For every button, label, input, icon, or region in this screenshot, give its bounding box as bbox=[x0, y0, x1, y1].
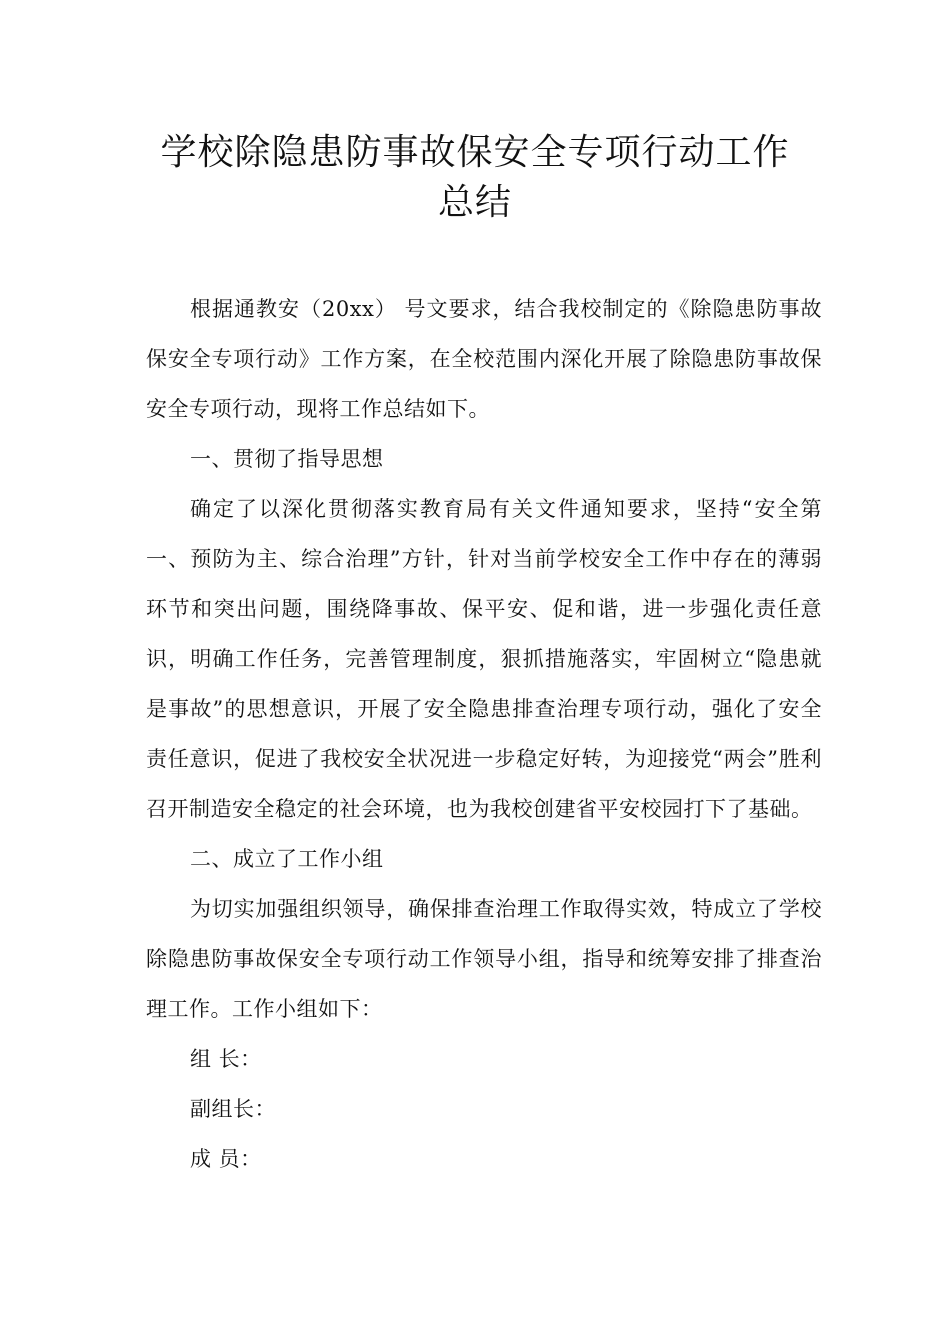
group-leader-line: 组 长： bbox=[190, 1047, 262, 1071]
guiding-ideology-paragraph: 确定了以深化贯彻落实教育局有关文件通知要求，坚持“安全第一、预防为主、综合治理”方针，针对当前学校安全工作中存在的薄弱环节和突出问题，围绕降事故、保平安、促和谐，进一步强化责任意识，明确工作任务，完善管理制度，狠抓措施落实，牢固树立“隐患就是事故”的思想意识，开展了安全隐患排查治理专项行动，强化了安全责任意识，促进了我校安全状况进一步稳定好转，为迎接党“两会”胜利召开制造安全稳定的社会环境，也为我校创建省平安校园打下了基础。 bbox=[146, 497, 822, 821]
title-line-2: 总结 bbox=[437, 182, 512, 223]
section-heading-guiding-ideology: 一、贯彻了指导思想 bbox=[190, 447, 384, 471]
document-body bbox=[146, 284, 822, 1184]
members-line: 成 员： bbox=[190, 1147, 262, 1171]
intro-paragraph: 根据通教安（20xx） 号文要求，结合我校制定的《除隐患防事故保安全专项行动》工作方案，在全校范围内深化开展了除隐患防事故保安全专项行动，现将工作总结如下。 bbox=[146, 297, 822, 421]
working-group-paragraph: 为切实加强组织领导，确保排查治理工作取得实效，特成立了学校除隐患防事故保安全专项行动工作领导小组，指导和统筹安排了排查治理工作。工作小组如下： bbox=[146, 897, 822, 1021]
document-title bbox=[100, 128, 850, 228]
deputy-leader-line: 副组长： bbox=[190, 1097, 276, 1121]
section-heading-working-group: 二、成立了工作小组 bbox=[190, 847, 384, 871]
title-line-1: 学校除隐患防事故保安全专项行动工作 bbox=[160, 132, 790, 173]
